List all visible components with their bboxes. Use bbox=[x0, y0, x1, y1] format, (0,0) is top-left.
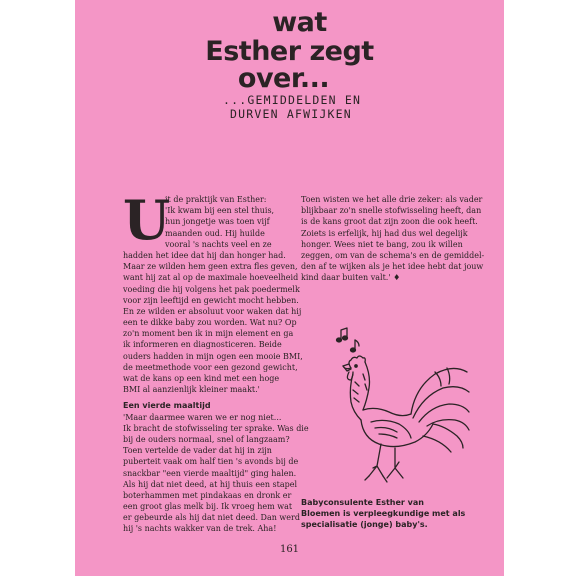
intro-line: vooral 's nachts veel en ze bbox=[165, 239, 272, 249]
photo-caption bbox=[301, 497, 477, 531]
title-line-1: wat bbox=[272, 7, 327, 38]
intro-line: it de praktijk van Esther: bbox=[165, 195, 267, 204]
body-line: Als hij dat niet deed, at hij thuis een stapel bbox=[123, 479, 298, 489]
title-line-3: over... bbox=[237, 63, 330, 94]
body-line: ik informeren en diagnosticeren. Beide bbox=[123, 340, 282, 350]
caption-line: Babyconsulente Esther van bbox=[301, 498, 424, 507]
body-line: BMI al aanzienlijk kleiner maakt.' bbox=[123, 385, 260, 395]
intro-line: hun jongetje was toen vijf bbox=[165, 217, 270, 227]
body-line: is de kans groot dat zijn zoon die ook heeft. bbox=[301, 217, 478, 227]
body-line: blijkbaar zo'n snelle stofwisseling heeft, dan bbox=[301, 206, 482, 216]
body-line: Toen vertelde de vader dat hij in zijn bbox=[123, 446, 272, 456]
intro-line: 'Ik kwam bij een stel thuis, bbox=[165, 206, 275, 216]
section-subhead: Een vierde maaltijd bbox=[123, 401, 211, 411]
body-line: Zoiets is erfelijk, hij had dus wel degelijk bbox=[301, 228, 468, 238]
body-line: puberteit vaak om half tien 's avonds bij de bbox=[123, 457, 299, 467]
body-line: Toen wisten we het alle drie zeker: als vader bbox=[301, 195, 483, 204]
title-line-2: Esther zegt bbox=[205, 36, 374, 67]
body-line: Ik bracht de stofwisseling ter sprake. Was die bbox=[123, 423, 309, 433]
body-line: want hij zat al op de maximale hoeveelheid bbox=[123, 273, 299, 283]
magazine-page bbox=[75, 0, 504, 576]
caption-line: specialisatie (jonge) baby's. bbox=[301, 520, 428, 530]
body-line: En ze wilden er absoluut voor waken dat hij bbox=[123, 306, 302, 316]
intro-line: maanden oud. Hij huilde bbox=[165, 228, 265, 238]
left-column bbox=[123, 188, 309, 535]
drop-cap: U bbox=[123, 188, 171, 252]
body-line: snackbar "een vierde maaltijd" ging halen. bbox=[123, 468, 297, 478]
body-line: wat de kans op een kind met een hoge bbox=[123, 374, 280, 383]
body-line: den af te wijken als je het idee hebt dat jouw bbox=[301, 262, 484, 272]
body-line: voeding die hij volgens het pak poedermelk bbox=[123, 284, 300, 294]
body-line: een groot glas melk bij. Ik vroeg hem wat bbox=[123, 502, 293, 512]
caption-line: Bloemen is verpleegkundige met als bbox=[301, 509, 466, 519]
body-line: kind daar buiten valt.' ♦ bbox=[301, 273, 401, 283]
body-line: er gebeurde als hij dat niet deed. Dan werd bbox=[123, 513, 300, 523]
body-line: hij 's nachts wakker van de trek. Aha! bbox=[123, 524, 277, 534]
body-line: Maar ze wilden hem geen extra fles geven, bbox=[123, 262, 298, 272]
subtitle-line-1: ...GEMIDDELDEN EN bbox=[223, 93, 362, 107]
body-line: de meetmethode voor een gezond gewicht, bbox=[123, 362, 298, 372]
subtitle-line-2: DURVEN AFWIJKEN bbox=[230, 107, 352, 121]
body-line: bij de ouders normaal, snel of langzaam? bbox=[123, 434, 290, 444]
right-column bbox=[301, 194, 485, 284]
body-line: boterhammen met pindakaas en dronk er bbox=[123, 490, 292, 500]
body-line: zeggen, om van de schema's en de gemiddel- bbox=[301, 250, 485, 260]
body-line: een te dikke baby zou worden. Wat nu? Op bbox=[123, 318, 297, 328]
body-line: zo'n moment ben ik in mijn element en ga bbox=[123, 329, 294, 339]
body-line: 'Maar daarmee waren we er nog niet... bbox=[123, 412, 282, 422]
body-line: ouders hadden in mijn ogen een mooie BMI, bbox=[123, 351, 303, 361]
body-line: honger. Wees niet te bang, zou ik willen bbox=[301, 239, 463, 249]
body-line: hadden het idee dat hij dan honger had. bbox=[123, 250, 286, 260]
rooster-crowing-icon bbox=[323, 326, 473, 494]
body-line: voor zijn leeftijd en gewicht mocht hebben. bbox=[123, 295, 299, 305]
page-number: 161 bbox=[279, 544, 300, 555]
